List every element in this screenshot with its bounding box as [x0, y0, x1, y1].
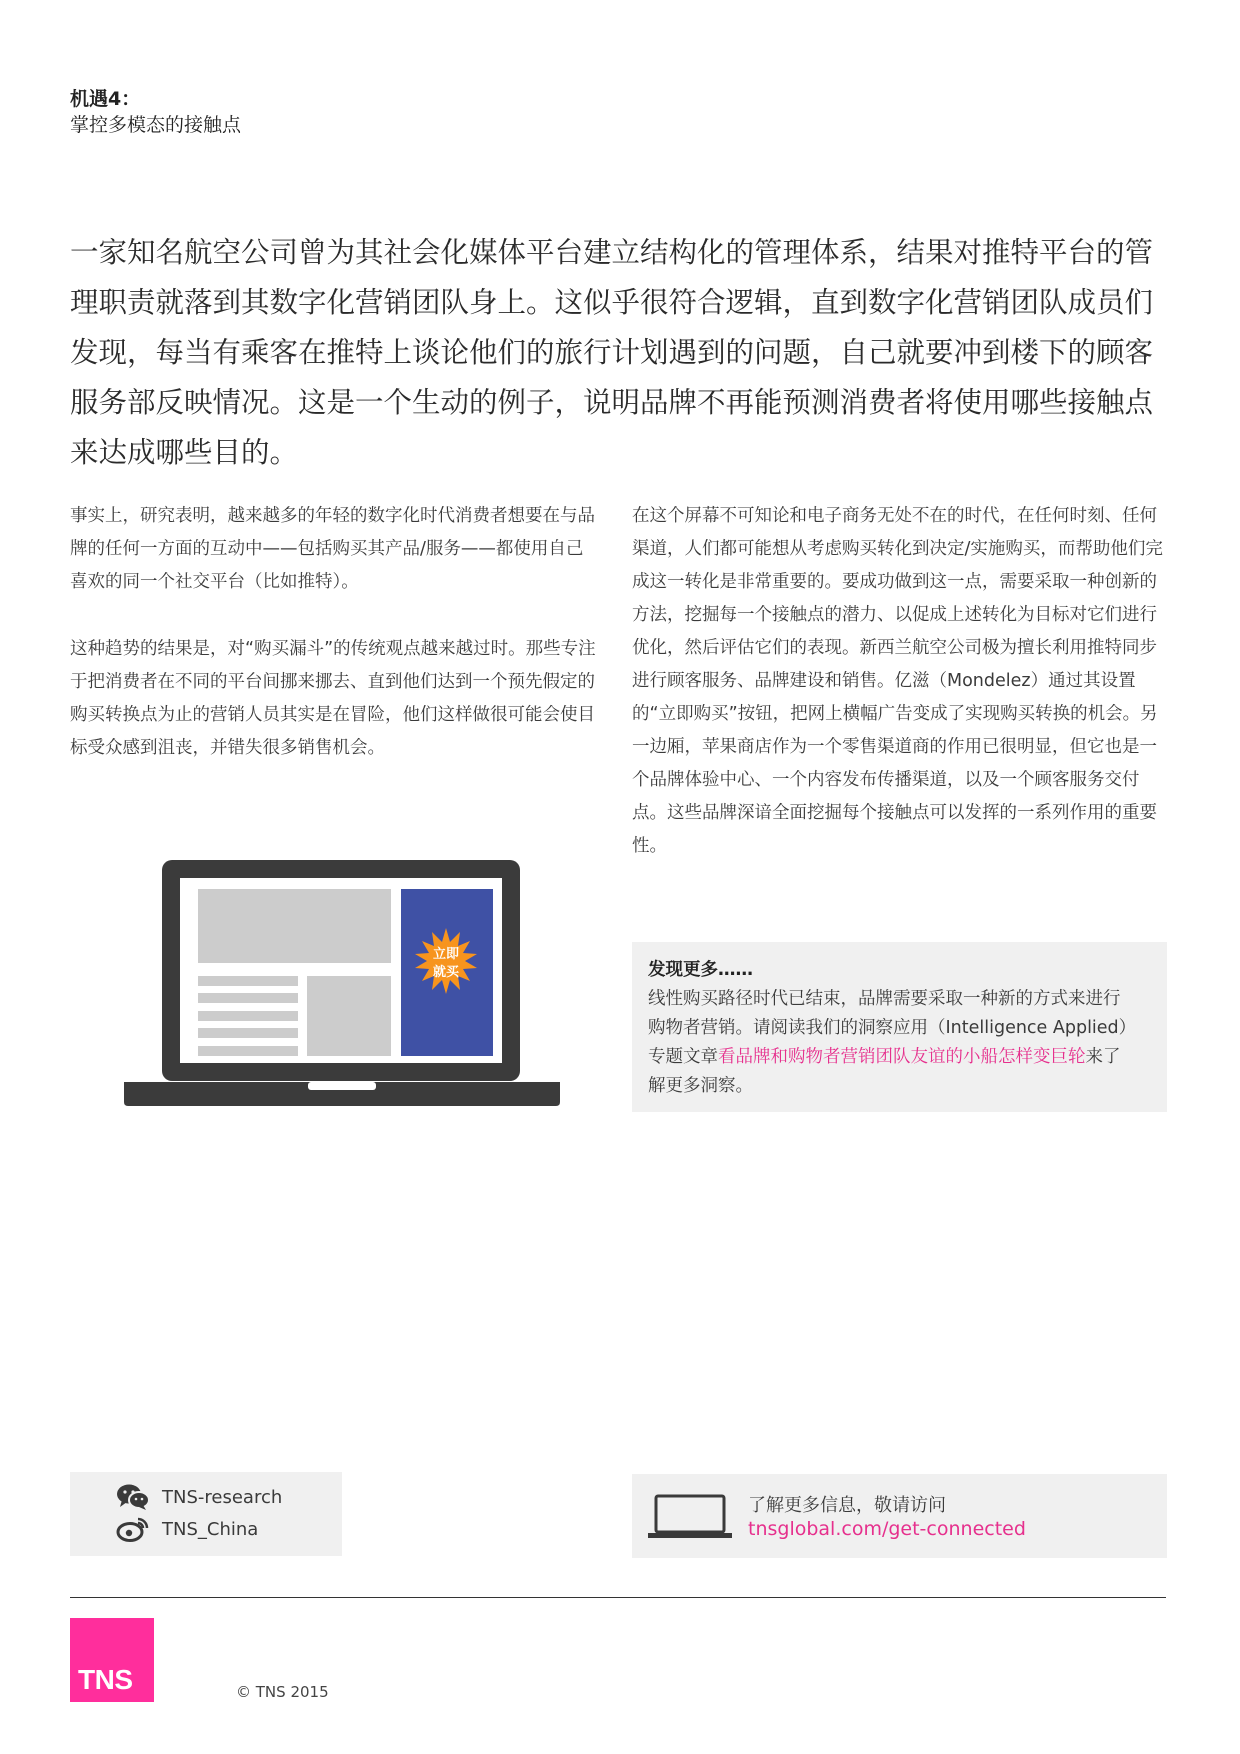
laptop-icon [648, 1494, 732, 1540]
tns-logo [70, 1618, 154, 1702]
wechat-row[interactable] [116, 1482, 282, 1512]
article-link[interactable]: 看品牌和购物者营销团队友谊的小船怎样变巨轮 [718, 1047, 1086, 1067]
weibo-row[interactable] [116, 1514, 258, 1544]
section-number: 机遇4： [70, 88, 141, 110]
copyright: © TNS 2015 [236, 1683, 329, 1701]
text-line [198, 976, 298, 986]
buy-now-badge-line1: 立即 [432, 947, 460, 962]
footer-divider [70, 1597, 1166, 1598]
right-paragraph-1: 在这个屏幕不可知论和电子商务无处不在的时代，在任何时刻、任何渠道，人们都可能想从考虑购买转化到决定/实施购买，而帮助他们完成这一转化是非常重要的。要成功做到这一点，需要采取一种创新的方法，挖掘每一个接触点的潜力、以促成上述转化为目标对它们进行优化，然后评估它们的表现。新西兰航空公司极为擅长利用推特同步进行顾客服务、品牌建设和销售。亿滋（Mondelez）通过其设置的“立即购买”按钮，把网上横幅广告变成了实现购买转换的机会。另一边厢，苹果商店作为一个零售渠道商的作用已很明显，但它也是一个品牌体验中心、一个内容发布传播渠道，以及一个顾客服务交付点。这些品牌深谙全面挖掘每个接触点可以发挥的一系列作用的重要性。 [632, 506, 1163, 856]
text-line [198, 1046, 298, 1056]
text-line [198, 993, 298, 1003]
wechat-label: TNS-research [162, 1486, 283, 1508]
find-more-text [648, 985, 1128, 1101]
find-more-text-before: 线性购买路径时代已结束，品牌需要采取一种新的方式来进行购物者营销。请阅读我们的洞察应用（Intelligence Applied）专题文章 [648, 989, 1128, 1067]
left-column [70, 500, 600, 765]
weibo-label: TNS_China [162, 1518, 259, 1540]
visit-link[interactable]: tnsglobal.com/get-connected [748, 1518, 1026, 1540]
webpage-block [198, 889, 391, 963]
visit-box [632, 1474, 1167, 1558]
social-box [70, 1472, 342, 1556]
left-paragraph-2: 这种趋势的结果是，对“购买漏斗”的传统观点越来越过时。那些专注于把消费者在不同的平台间挪来挪去、直到他们达到一个预先假定的购买转换点为止的营销人员其实是在冒险，他们这样做很可能会使目标受众感到沮丧，并错失很多销售机会。 [70, 639, 596, 758]
tns-logo-text: TNS [78, 1664, 133, 1695]
text-line [198, 1028, 298, 1038]
buy-now-badge-line2: 就买 [432, 965, 460, 980]
laptop-illustration [122, 858, 562, 1120]
text-line [198, 1011, 298, 1021]
weibo-icon [116, 1515, 150, 1543]
find-more-box [632, 942, 1167, 1112]
section-title: 掌控多模态的接触点 [70, 114, 242, 136]
left-paragraph-1: 事实上，研究表明，越来越多的年轻的数字化时代消费者想要在与品牌的任何一方面的互动中——包括购买其产品/服务——都使用自己喜欢的同一个社交平台（比如推特）。 [70, 506, 595, 592]
right-column [632, 500, 1172, 863]
visit-label: 了解更多信息，敬请访问 [748, 1495, 946, 1516]
find-more-title: 发现更多…… [648, 960, 753, 980]
webpage-image-block [307, 976, 391, 1056]
wechat-icon [116, 1483, 150, 1511]
laptop-notch [308, 1082, 376, 1090]
intro-paragraph: 一家知名航空公司曾为其社会化媒体平台建立结构化的管理体系，结果对推特平台的管理职责就落到其数字化营销团队身上。这似乎很符合逻辑，直到数字化营销团队成员们发现，每当有乘客在推特上谈论他们的旅行计划遇到的问题，自己就要冲到楼下的顾客服务部反映情况。这是一个生动的例子，说明品牌不再能预测消费者将使用哪些接触点来达成哪些目的。 [70, 236, 1154, 469]
find-more-text-after: 来了解更多洞察。 [648, 1047, 1121, 1096]
page-header [70, 86, 241, 138]
